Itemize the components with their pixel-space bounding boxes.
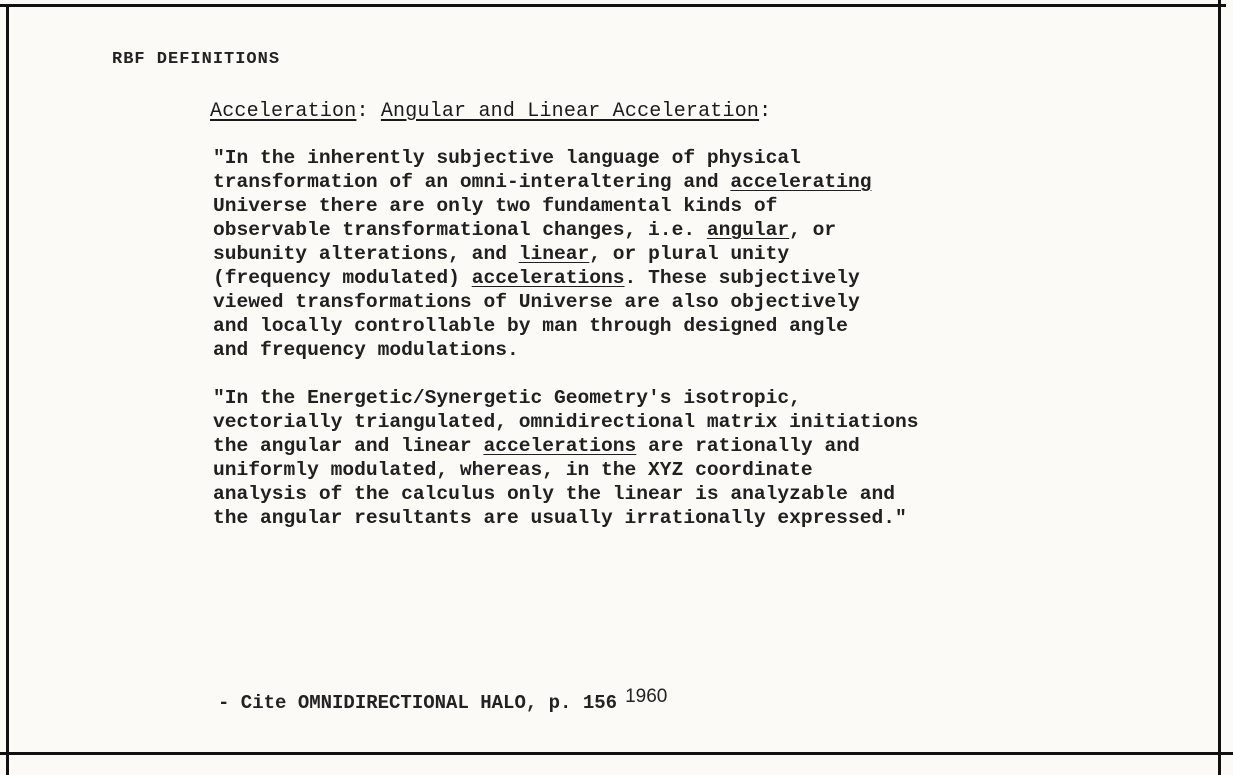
underlined-term: linear <box>518 243 590 265</box>
title-colon: : <box>759 100 772 123</box>
paragraph-line: subunity alterations, and linear, or plural unity <box>213 243 790 265</box>
frame-border-top <box>0 4 1226 7</box>
paragraph-line: Universe there are only two fundamental kinds of <box>213 195 778 217</box>
citation <box>218 686 668 714</box>
paragraph-line: the angular resultants are usually irrationally expressed." <box>213 507 907 529</box>
underlined-term: accelerating <box>730 171 872 193</box>
underlined-term: accelerations <box>471 267 625 289</box>
paragraph-line: and frequency modulations. <box>213 339 519 361</box>
frame-border-bottom <box>0 752 1233 755</box>
paragraph-line: "In the Energetic/Synergetic Geometry's isotropic, <box>213 387 801 409</box>
paragraph-line: "In the inherently subjective language of physical <box>213 147 801 169</box>
frame-border-left <box>6 4 9 775</box>
title-separator: : <box>356 100 381 123</box>
paragraph-line: uniformly modulated, whereas, in the XYZ coordinate <box>213 459 813 481</box>
citation-year-handwritten: 1960 <box>625 686 668 707</box>
quote-paragraph-2 <box>213 386 919 530</box>
paragraph-line: the angular and linear accelerations are rationally and <box>213 435 860 457</box>
underlined-term: accelerations <box>483 435 637 457</box>
definition-term: Acceleration <box>210 100 357 123</box>
paragraph-line: viewed transformations of Universe are also objectively <box>213 291 860 313</box>
frame-border-right <box>1218 0 1221 775</box>
paragraph-line: and locally controllable by man through designed angle <box>213 315 848 337</box>
definition-subtitle: Angular and Linear Acceleration <box>380 100 760 123</box>
paragraph-line: (frequency modulated) accelerations. These subjectively <box>213 267 860 289</box>
paragraph-line: vectorially triangulated, omnidirectional matrix initiations <box>213 411 919 433</box>
paragraph-line: transformation of an omni-interaltering and accelerating <box>213 171 872 193</box>
definition-title <box>210 100 771 123</box>
citation-text: - Cite OMNIDIRECTIONAL HALO, p. 156 <box>218 692 618 714</box>
page-header: RBF DEFINITIONS <box>112 50 281 69</box>
underlined-term: angular <box>706 219 790 241</box>
quote-paragraph-1 <box>213 146 871 362</box>
paragraph-line: analysis of the calculus only the linear is analyzable and <box>213 483 895 505</box>
paragraph-line: observable transformational changes, i.e. angular, or <box>213 219 837 241</box>
